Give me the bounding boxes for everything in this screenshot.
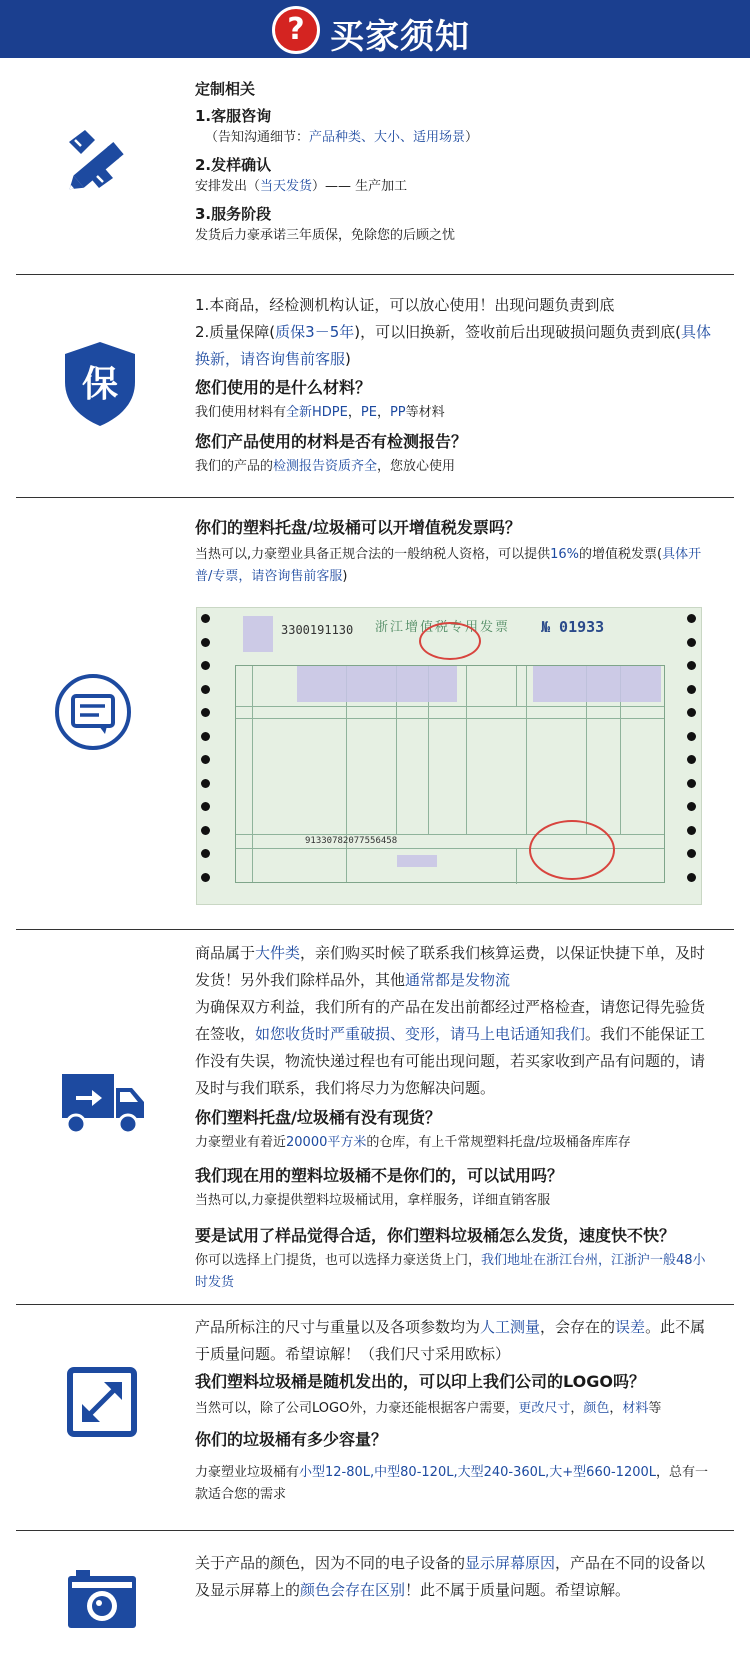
shield-icon <box>55 338 145 428</box>
guarantee-line1: 1.本商品，经检测机构认证，可以放心使用！出现问题负责到底 <box>195 296 615 314</box>
invoice-taxid: 91330782077556458 <box>305 836 398 846</box>
color-para: 关于产品的颜色，因为不同的电子设备的显示屏幕原因，产品在不同的设备以及显示屏幕上的颜色会存在区别！此不属于质量问题。希望谅解。 <box>195 1554 706 1599</box>
step2-text: 安排发出（当天发货）—— 生产加工 <box>195 179 408 194</box>
divider <box>16 929 734 930</box>
guarantee-line2: 2.质量保障(质保3－5年)，可以旧换新，签收前后出现破损问题负责到底(具体换新，请咨询售前客服) <box>195 323 711 368</box>
question-icon: ? <box>272 6 320 54</box>
shipping-para1: 商品属于大件类，亲们购买时候了联系我们核算运费，以保证快捷下单，及时发货！另外我们除样品外，其他通常都是发物流 <box>195 944 706 989</box>
resize-icon <box>66 1366 138 1438</box>
invoice-photo <box>196 607 702 905</box>
step2-title: 2.发样确认 <box>195 156 272 174</box>
trial-answer: 当热可以,力豪提供塑料垃圾桶试用，拿样服务，详细直销客服 <box>195 1193 551 1208</box>
report-question: 您们产品使用的材料是否有检测报告？ <box>195 432 468 451</box>
logo-question: 我们塑料垃圾桶是随机发出的，可以印上我们公司的LOGO吗？ <box>195 1372 645 1391</box>
header-banner <box>0 0 750 58</box>
material-answer: 我们使用材料有全新HDPE，PE，PP等材料 <box>195 405 445 420</box>
stock-answer: 力豪塑业有着近20000平方米的仓库，有上千常规塑料托盘/垃圾桶备库库存 <box>195 1135 631 1150</box>
trial-question: 我们现在用的塑料垃圾桶不是你们的，可以试用吗？ <box>195 1166 564 1185</box>
step3-text: 发货后力豪承诺三年质保，免除您的后顾之忧 <box>195 228 456 243</box>
material-question: 您们使用的是什么材料？ <box>195 378 372 397</box>
divider <box>16 497 734 498</box>
section-title-custom: 定制相关 <box>195 80 256 98</box>
capacity-question: 你们的垃圾桶有多少容量？ <box>195 1430 388 1449</box>
stock-question: 你们塑料托盘/垃圾桶有没有现货？ <box>195 1108 441 1127</box>
invoice-number: № 01933 <box>541 618 605 636</box>
page-title: 买家须知 <box>330 17 470 57</box>
size-para: 产品所标注的尺寸与重量以及各项参数均为人工测量，会存在的误差。此不属于质量问题。希望谅解！（我们尺寸采用欧标） <box>195 1318 706 1363</box>
invoice-question: 你们的塑料托盘/垃圾桶可以开增值税发票吗？ <box>195 518 521 537</box>
report-answer: 我们的产品的检测报告资质齐全，您放心使用 <box>195 459 456 474</box>
delivery-question: 要是试用了样品觉得合适，你们塑料垃圾桶怎么发货，速度快不快？ <box>195 1226 676 1245</box>
capacity-answer: 力豪塑业垃圾桶有小型12-80L,中型80-120L,大型240-360L,大+型660-1200L，总有一款适合您的需求 <box>195 1465 709 1502</box>
divider <box>16 1530 734 1531</box>
logo-answer: 当然可以，除了公司LOGO外，力豪还能根据客户需要，更改尺寸，颜色，材料等 <box>195 1401 662 1416</box>
invoice-stamp-bottom <box>529 820 615 880</box>
invoice-holes-right <box>687 614 697 900</box>
step1-title: 1.客服咨询 <box>195 107 272 125</box>
svg-text:保: 保 <box>81 364 119 405</box>
divider <box>16 274 734 275</box>
invoice-code: 3300191130 <box>281 623 354 637</box>
pencil-icon <box>55 120 145 210</box>
delivery-answer: 你可以选择上门提货，也可以选择力豪送货上门，我们地址在浙江台州，江浙沪一般48小时发货 <box>195 1253 706 1290</box>
invoice-title: 浙江增值税专用发票 <box>375 620 511 635</box>
shipping-para2: 为确保双方利益，我们所有的产品在发出前都经过严格检查，请您记得先验货在签收，如您收货时严重破损、变形，请马上电话通知我们。我们不能保证工作没有失误，物流快递过程也有可能出现问题，若买家收到产品有问题的，请及时与我们联系，我们将尽力为您解决问题。 <box>195 998 706 1097</box>
invoice-stamp-top <box>419 622 481 660</box>
divider <box>16 1304 734 1305</box>
camera-icon <box>66 1566 138 1630</box>
truck-icon <box>60 1072 146 1136</box>
step3-title: 3.服务阶段 <box>195 205 272 223</box>
invoice-holes-left <box>201 614 211 900</box>
document-icon <box>53 672 133 752</box>
step1-text: （告知沟通细节：产品种类、大小、适用场景） <box>205 130 479 145</box>
invoice-answer: 当热可以,力豪塑业具备正规合法的一般纳税人资格，可以提供16%的增值税发票(具体开普/专票，请咨询售前客服) <box>195 547 702 584</box>
